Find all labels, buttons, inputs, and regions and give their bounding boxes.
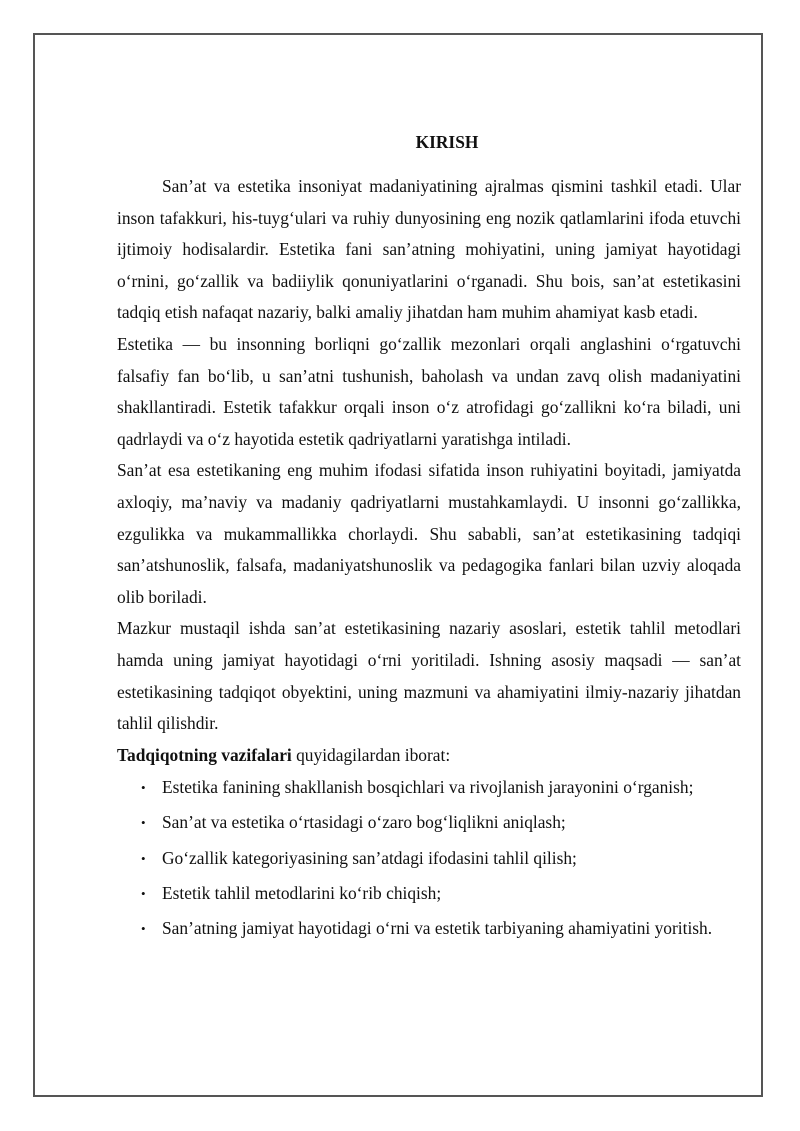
sanat-paragraph: San’at esa estetikaning eng muhim ifodasi sifatida inson ruhiyatini boyitadi, jamiyatda axloqiy, ma’naviy va madaniy qadriyatlarni mustahkamlaydi. U insonni go‘zallikka, ezgulikka va mukammallikka chorlaydi. Shu sababli, san’at estetikasining tadqiqi san’atshunoslik, falsafa, madaniyatshunoslik va pedagogika fanlari bilan uzviy aloqada olib boriladi. xyxy=(117,460,741,607)
task-text: San’at va estetika o‘rtasidagi o‘zaro bog‘liqlikni aniqlash; xyxy=(162,812,566,833)
bullet-icon: • xyxy=(141,780,146,796)
tasks-heading-bold: Tadqiqotning vazifalari xyxy=(117,744,292,765)
bullet-icon: • xyxy=(141,921,146,937)
document-body xyxy=(117,128,741,948)
tasks-heading-rest: quyidagilardan iborat: xyxy=(291,744,451,765)
task-list xyxy=(117,772,741,944)
task-text: Estetika fanining shakllanish bosqichlari va rivojlanish jarayonini o‘rganish; xyxy=(162,777,694,798)
tasks-heading xyxy=(117,740,741,772)
list-item xyxy=(117,807,741,839)
task-text: Estetik tahlil metodlarini ko‘rib chiqish; xyxy=(162,882,442,903)
list-item xyxy=(117,878,741,910)
estetika-paragraph: Estetika — bu insonning borliqni go‘zallik mezonlari orqali anglashini o‘rgatuvchi falsafiy fan bo‘lib, u san’atni tushunish, baholash va undan zavq olish madaniyatini shakllantiradi. Estetik tafakkur orqali inson o‘z atrofidagi go‘zallikni ko‘ra biladi, uni qadrlaydi va o‘z hayotida estetik qadriyatlarni yaratishga intiladi. xyxy=(117,333,741,449)
bullet-icon: • xyxy=(141,850,146,866)
document-title: KIRISH xyxy=(415,132,479,152)
list-item xyxy=(117,913,741,945)
list-item xyxy=(117,772,741,804)
intro-paragraph: San’at va estetika insoniyat madaniyatining ajralmas qismini tashkil etadi. Ular inson tafakkuri, his-tuyg‘ulari va ruhiy dunyosining eng nozik qatlamlarini ifoda etuvchi ijtimoiy hodisalardir. Estetika fani san’atning mohiyatini, uning jamiyat hayotidagi o‘rnini, go‘zallik va badiiylik qonuniyatlarini o‘rganadi. Shu bois, san’at estetikasini tadqiq etish nafaqat nazariy, balki amaliy jihatdan ham muhim ahamiyat kasb etadi. xyxy=(117,176,741,323)
goal-paragraph: Mazkur mustaqil ishda san’at estetikasining nazariy asoslari, estetik tahlil metodlari hamda uning jamiyat hayotidagi o‘rni yoritiladi. Ishning asosiy maqsadi — san’at estetikasining tadqiqot obyektini, uning mazmuni va ahamiyatini ilmiy-nazariy jihatdan tahlil qilishdir. xyxy=(117,618,741,734)
task-text: Go‘zallik kategoriyasining san’atdagi ifodasini tahlil qilish; xyxy=(162,847,577,868)
list-item xyxy=(117,843,741,875)
task-text: San’atning jamiyat hayotidagi o‘rni va estetik tarbiyaning ahamiyatini yoritish. xyxy=(162,918,713,939)
bullet-icon: • xyxy=(141,815,146,831)
bullet-icon: • xyxy=(141,885,146,901)
